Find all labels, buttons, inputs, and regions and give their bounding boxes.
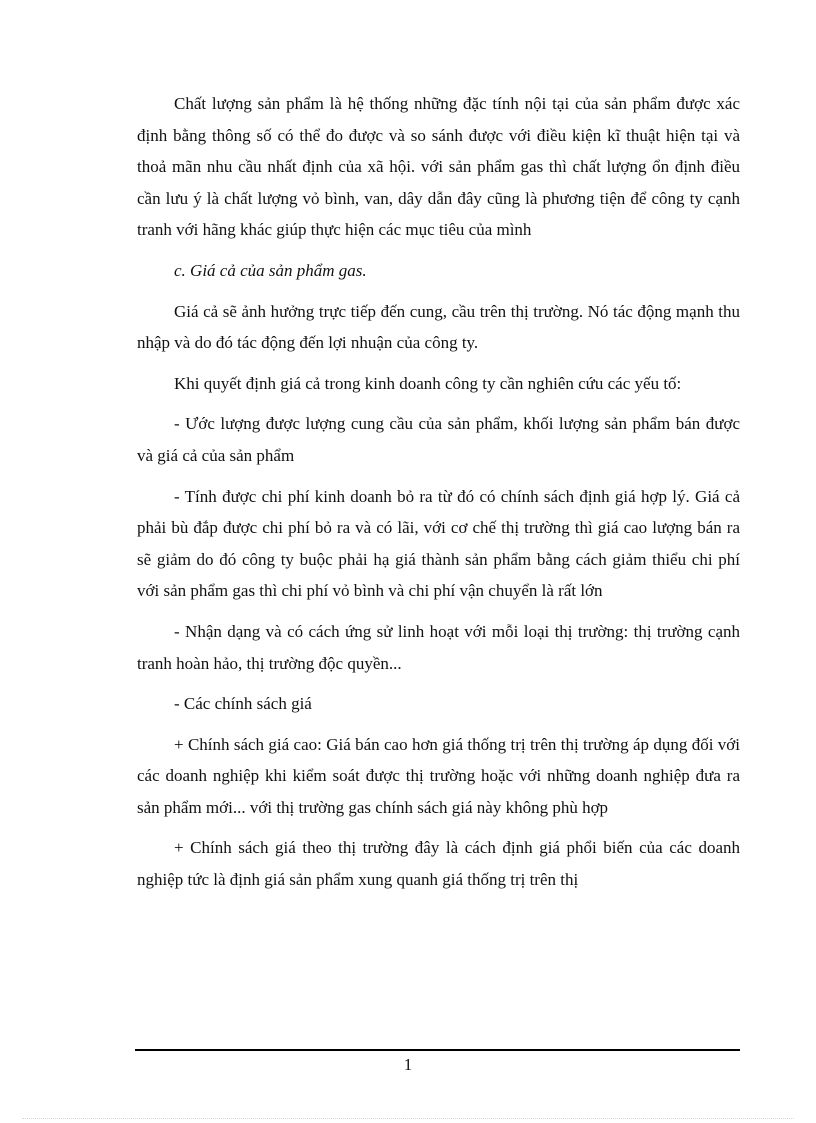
list-item-market-types: - Nhận dạng và có cách ứng sử linh hoạt với mỗi loại thị trường: thị trường cạnh tranh hoàn hảo, thị trường độc quyền... <box>137 621 740 673</box>
page-bottom-edge <box>22 1118 794 1119</box>
list-item-high-price-policy: + Chính sách giá cao: Giá bán cao hơn giá thống trị trên thị trường áp dụng đối với các doanh nghiệp khi kiểm soát được thị trường hoặc với những doanh nghiệp đưa ra sản phẩm mới... với thị trường gas chính sách giá này không phù hợp <box>137 734 740 817</box>
page-body <box>137 88 740 905</box>
paragraph-price-impact: Giá cả sẽ ảnh hưởng trực tiếp đến cung, cầu trên thị trường. Nó tác động mạnh thu nhập và do đó tác động đến lợi nhuận của công ty. <box>137 301 740 353</box>
paragraph-pricing-factors-intro: Khi quyết định giá cả trong kinh doanh công ty cần nghiên cứu các yếu tố: <box>174 373 682 393</box>
list-item-pricing-policies: - Các chính sách giá <box>174 694 312 714</box>
list-item-calculate-costs: - Tính được chi phí kinh doanh bỏ ra từ đó có chính sách định giá hợp lý. Giá cả phải bù đắp được chi phí bỏ ra và có lãi, với cơ chế thị trường thì giá cao lượng bán ra sẽ giảm do đó công ty buộc phải hạ giá thành sản phẩm bằng cách giảm thiểu chi phí với sản phẩm gas thì chi phí vỏ bình và chi phí vận chuyển là rất lớn <box>137 486 740 601</box>
list-item-market-price-policy: + Chính sách giá theo thị trường đây là cách định giá phổi biến của các doanh nghiệp tức là định giá sản phẩm xung quanh giá thống trị trên thị <box>137 838 740 890</box>
footer-divider <box>135 1049 740 1051</box>
section-heading-gas-price: c. Giá cả của sản phẩm gas. <box>174 260 367 280</box>
paragraph-product-quality: Chất lượng sản phẩm là hệ thống những đặc tính nội tại của sản phẩm được xác định bằng thông số có thể đo được và so sánh được với điều kiện kĩ thuật hiện tại và thoả mãn nhu cầu nhất định của xã hội. với sản phẩm gas thì chất lượng ổn định điều cần lưu ý là chất lượng vỏ bình, van, dây dẫn đây cũng là phương tiện để công ty cạnh tranh với hãng khác giúp thực hiện các mục tiêu của mình <box>137 94 740 240</box>
list-item-estimate-supply-demand: - Ước lượng được lượng cung cầu của sản phẩm, khối lượng sản phẩm bán được và giá cả của sản phẩm <box>137 414 740 465</box>
page-number: 1 <box>403 1055 413 1074</box>
